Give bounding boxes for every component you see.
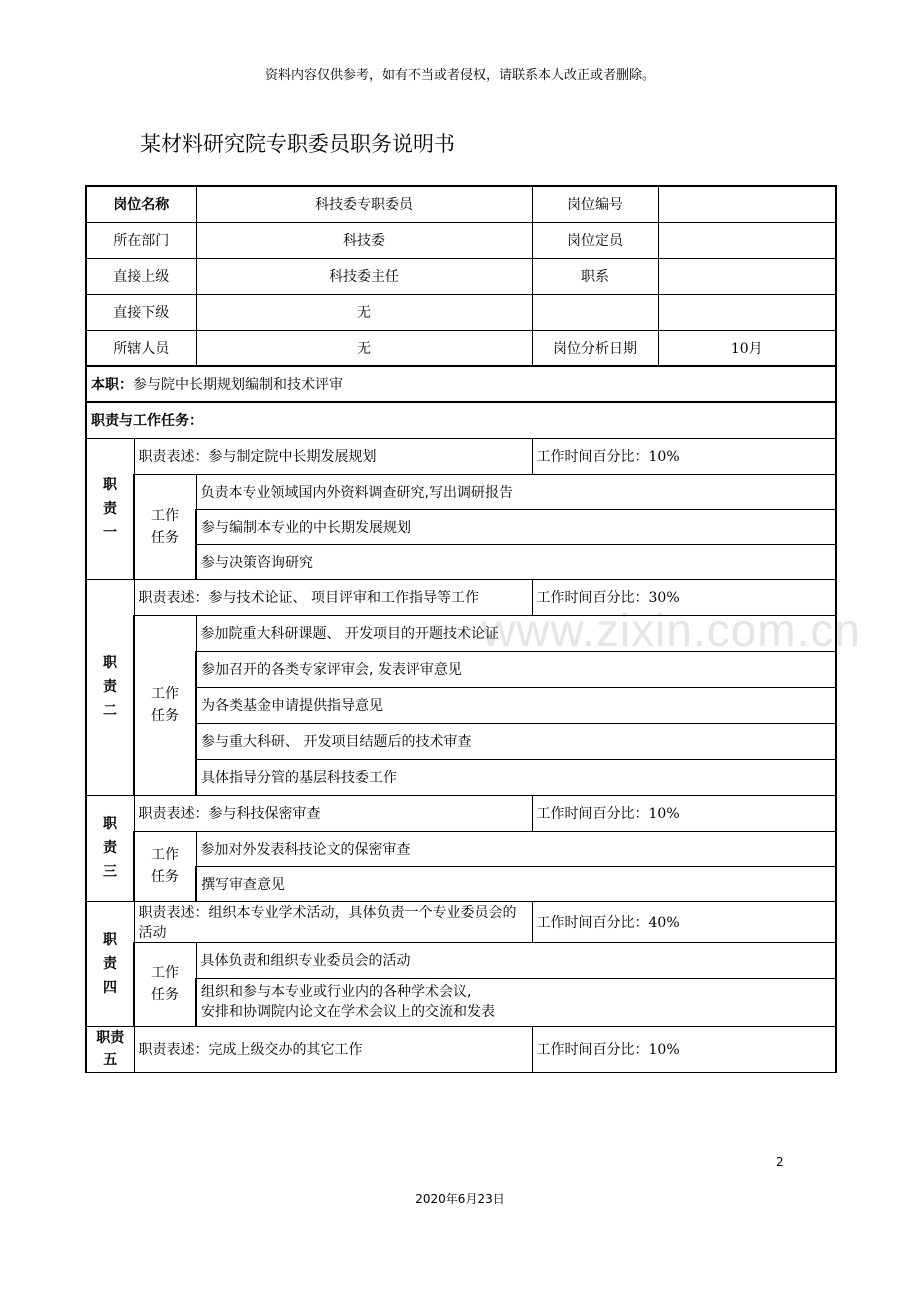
core-duty-label: 本职： [91,377,133,393]
info-row-3 [86,258,836,294]
managed-label: 所辖人员 [86,330,196,366]
duty-4-task-2-line-1: 组织和参与本专业或行业内的各种学术会议, [201,984,472,1000]
duty-3-task-label: 工作任务 [134,831,196,901]
duty-1-desc: 职责表述：参与制定院中长期发展规划 [134,438,532,474]
headcount-value [658,222,836,258]
duty-4-task-1: 具体负责和组织专业委员会的活动 [196,942,836,978]
duties-header-row [86,402,836,438]
superior-value: 科技委主任 [196,258,532,294]
duty-1-task-row [86,474,836,509]
headcount-label: 岗位定员 [532,222,658,258]
analysis-date-value: 10月 [658,330,836,366]
duty-4-pct: 工作时间百分比：40% [532,901,836,942]
duty-2-task-3: 为各类基金申请提供指导意见 [196,687,836,723]
duty-1-task-3: 参与决策咨询研究 [196,544,836,579]
disclaimer: 资料内容仅供参考，如有不当或者侵权，请联系本人改正或者删除。 [264,68,655,83]
core-duty [86,366,836,402]
info-row-5 [86,330,836,366]
duty-4-desc-row [86,901,836,942]
job-description-table [85,185,837,1073]
core-duty-row [86,366,836,402]
duty-1-task-row [86,509,836,544]
duty-1-task-2: 参与编制本专业的中长期发展规划 [196,509,836,544]
duty-1-task-row [86,544,836,579]
empty-cell [658,294,836,330]
duty-3-desc: 职责表述：参与科技保密审查 [134,795,532,831]
document-title: 某材料研究院专职委员职务说明书 [140,132,455,156]
duty-4-task-row [86,978,836,1026]
duty-2-task-row [86,651,836,687]
duty-5-label: 职责五 [86,1026,134,1072]
duty-2-task-row [86,723,836,759]
subordinate-value: 无 [196,294,532,330]
duty-3-task-row [86,866,836,901]
duty-5-pct: 工作时间百分比：10% [532,1026,836,1072]
duty-2-desc-row [86,579,836,615]
duty-3-pct: 工作时间百分比：10% [532,795,836,831]
duty-2-task-5: 具体指导分管的基层科技委工作 [196,759,836,795]
duty-3-task-2: 撰写审查意见 [196,866,836,901]
duties-header: 职责与工作任务： [86,402,836,438]
analysis-date-label: 岗位分析日期 [532,330,658,366]
position-name-label: 岗位名称 [86,186,196,222]
duty-2-task-label: 工作任务 [134,615,196,795]
position-code-value [658,186,836,222]
duty-2-label: 职责二 [86,579,134,795]
duty-4-desc: 职责表述：组织本专业学术活动，具体负责一个专业委员会的活动 [134,901,532,942]
duty-4-task-row [86,942,836,978]
position-code-label: 岗位编号 [532,186,658,222]
duty-2-task-row [86,615,836,651]
duty-4-task-label: 工作任务 [134,942,196,1026]
department-value: 科技委 [196,222,532,258]
info-row-2 [86,222,836,258]
department-label: 所在部门 [86,222,196,258]
footer-date: 2020年6月23日 [415,1192,505,1206]
empty-cell [532,294,658,330]
core-duty-text: 参与院中长期规划编制和技术评审 [133,377,343,393]
duty-2-task-2: 参加召开的各类专家评审会, 发表评审意见 [196,651,836,687]
duty-4-task-2 [196,978,836,1026]
duty-2-task-row [86,687,836,723]
duty-4-label: 职责四 [86,901,134,1026]
duty-2-task-row [86,759,836,795]
duty-2-task-4: 参与重大科研、 开发项目结题后的技术审查 [196,723,836,759]
duty-2-task-1: 参加院重大科研课题、 开发项目的开题技术论证 [196,615,836,651]
duty-1-task-label: 工作任务 [134,474,196,579]
duty-1-task-1: 负责本专业领域国内外资料调查研究,写出调研报告 [196,474,836,509]
info-row-1 [86,186,836,222]
rank-label: 职系 [532,258,658,294]
superior-label: 直接上级 [86,258,196,294]
info-row-4 [86,294,836,330]
watermark: www.zixin.com.cn [482,604,861,656]
position-name-value: 科技委专职委员 [196,186,532,222]
managed-value: 无 [196,330,532,366]
subordinate-label: 直接下级 [86,294,196,330]
rank-value [658,258,836,294]
duty-3-task-row [86,831,836,866]
duty-4-task-2-line-2: 安排和协调院内论文在学术会议上的交流和发表 [201,1004,495,1020]
duty-2-desc: 职责表述：参与技术论证、 项目评审和工作指导等工作 [134,579,532,615]
duty-1-desc-row [86,438,836,474]
page-number: 2 [776,1155,784,1169]
duty-3-label: 职责三 [86,795,134,901]
duty-3-task-1: 参加对外发表科技论文的保密审查 [196,831,836,866]
duty-2-pct: 工作时间百分比：30% [532,579,836,615]
duty-1-pct: 工作时间百分比：10% [532,438,836,474]
duty-5-desc: 职责表述：完成上级交办的其它工作 [134,1026,532,1072]
duty-3-desc-row [86,795,836,831]
duty-5-desc-row [86,1026,836,1072]
duty-1-label: 职责一 [86,438,134,579]
